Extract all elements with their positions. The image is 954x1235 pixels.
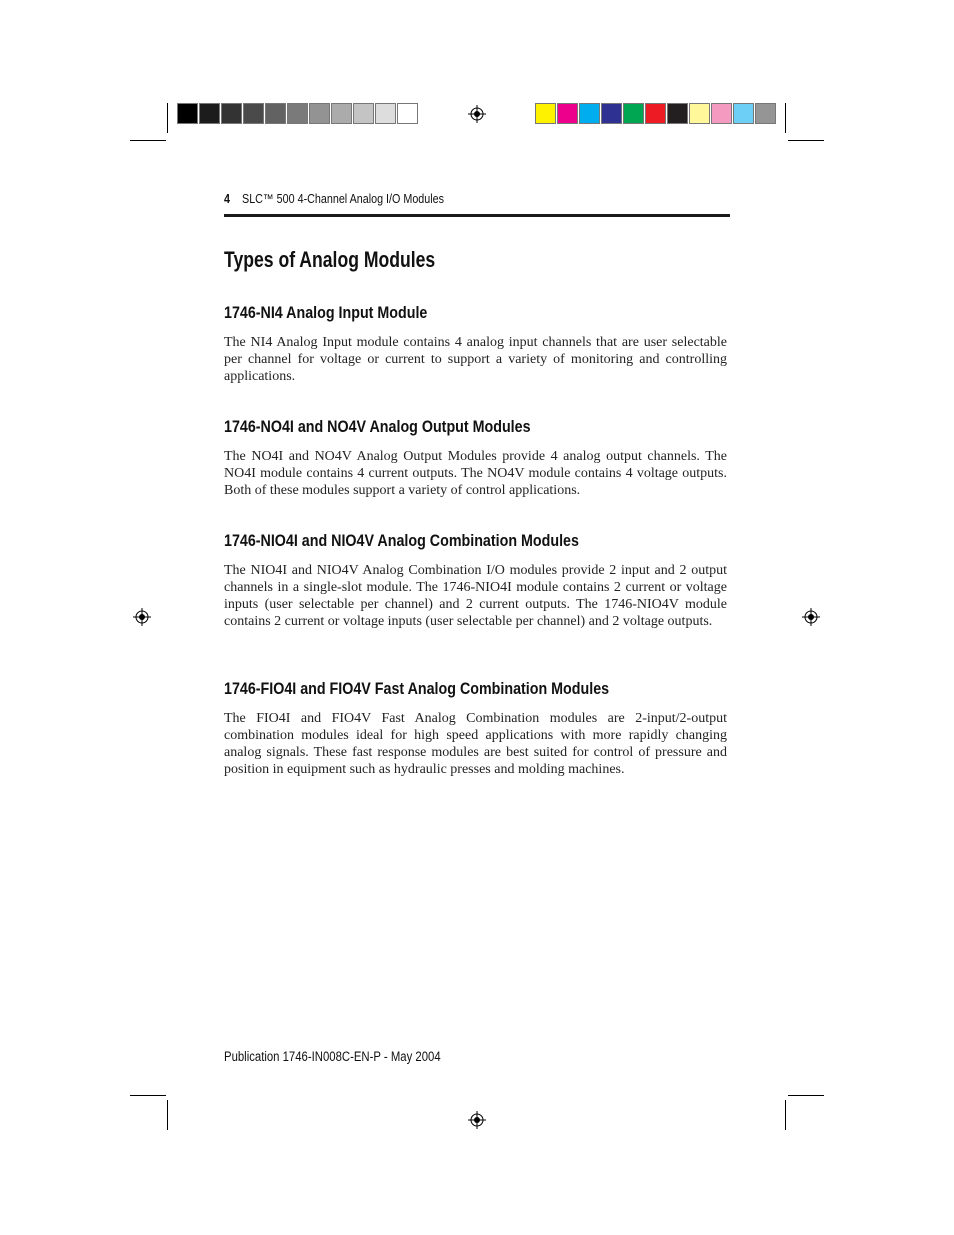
color-swatch	[535, 103, 556, 124]
section-body-no4: The NO4I and NO4V Analog Output Modules provide 4 analog output channels. The NO4I module contains 4 current outputs. The NO4V module contains 4 voltage outputs. Both of these modules support a variety of control applications.	[224, 449, 727, 498]
color-swatch	[309, 103, 330, 124]
crop-mark	[167, 1100, 168, 1130]
publication-footer: Publication 1746-IN008C-EN-P - May 2004	[224, 1049, 441, 1064]
color-swatch	[375, 103, 396, 124]
color-swatch	[711, 103, 732, 124]
page-title: Types of Analog Modules	[224, 247, 436, 272]
header-rule	[224, 214, 730, 217]
color-swatch	[557, 103, 578, 124]
color-swatch	[755, 103, 776, 124]
color-swatch	[667, 103, 688, 124]
color-swatch	[353, 103, 374, 124]
section-heading-fio4: 1746-FIO4I and FIO4V Fast Analog Combination Modules	[224, 679, 610, 698]
color-swatch	[645, 103, 666, 124]
color-swatch	[601, 103, 622, 124]
color-swatch	[733, 103, 754, 124]
crop-mark	[130, 140, 166, 141]
grayscale-calibration-bar	[177, 103, 419, 125]
section-body-ni4: The NI4 Analog Input module contains 4 analog input channels that are user selectable per channel for voltage or current to support a variety of monitoring and controlling applications.	[224, 335, 727, 384]
page-number: 4	[224, 192, 230, 206]
color-swatch	[689, 103, 710, 124]
color-swatch	[177, 103, 198, 124]
crop-mark	[785, 103, 786, 133]
registration-mark-icon	[802, 608, 820, 626]
section-heading-nio4: 1746-NIO4I and NIO4V Analog Combination Modules	[224, 531, 579, 550]
section-body-fio4: The FIO4I and FIO4V Fast Analog Combination modules are 2-input/2-output combination modules ideal for high speed applications with more rapidly changing analog signals. These fast response modules are best suited for control of pressure and position in equipment such as hydraulic presses and molding machines.	[224, 711, 727, 777]
color-swatch	[397, 103, 418, 124]
registration-mark-icon	[133, 608, 151, 626]
color-swatch	[265, 103, 286, 124]
running-header	[224, 192, 444, 206]
registration-mark-icon	[468, 105, 486, 123]
section-body-nio4: The NIO4I and NIO4V Analog Combination I/O modules provide 2 input and 2 output channels in a single-slot module. The 1746-NIO4I module contains 2 current or voltage inputs (user selectable per channel) and 2 current outputs. The 1746-NIO4V module contains 2 current or voltage inputs (user selectable per channel) and 2 voltage outputs.	[224, 563, 727, 629]
color-swatch	[623, 103, 644, 124]
color-swatch	[243, 103, 264, 124]
section-heading-no4: 1746-NO4I and NO4V Analog Output Modules	[224, 417, 531, 436]
crop-mark	[788, 140, 824, 141]
crop-mark	[130, 1095, 166, 1096]
crop-mark	[167, 103, 168, 133]
crop-mark	[785, 1100, 786, 1130]
color-swatch	[579, 103, 600, 124]
crop-mark	[788, 1095, 824, 1096]
section-heading-ni4: 1746-NI4 Analog Input Module	[224, 303, 428, 322]
color-swatch	[199, 103, 220, 124]
color-calibration-bar	[535, 103, 777, 125]
color-swatch	[287, 103, 308, 124]
running-title: SLC™ 500 4-Channel Analog I/O Modules	[242, 192, 445, 206]
color-swatch	[331, 103, 352, 124]
registration-mark-icon	[468, 1111, 486, 1129]
color-swatch	[221, 103, 242, 124]
